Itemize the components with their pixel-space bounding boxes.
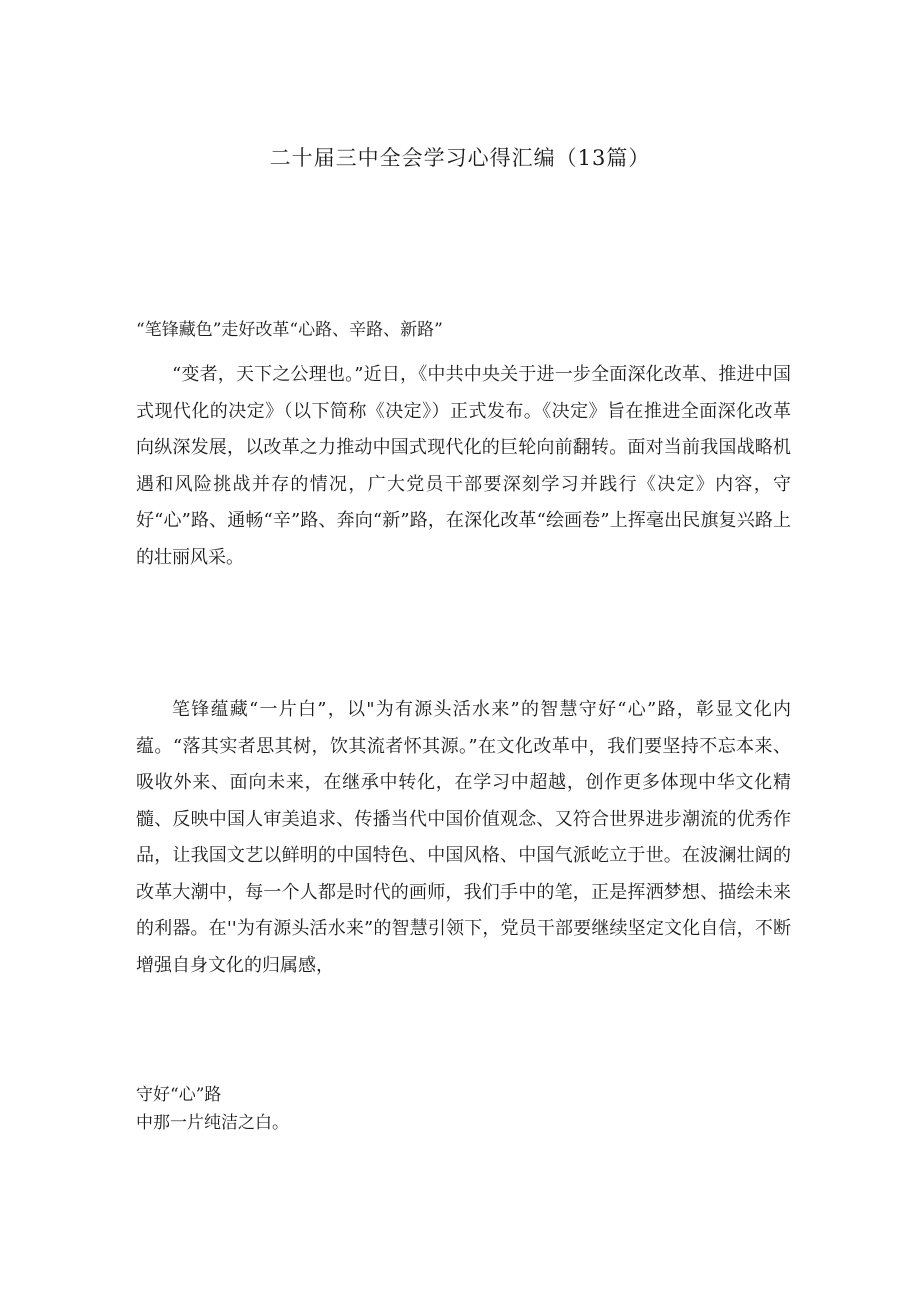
text-line: 中那一片纯洁之白。 [136, 1113, 289, 1133]
section-heading: “笔锋藏色”走好改革“心路、辛路、新路” [136, 320, 443, 340]
text-line: 守好“心”路 [136, 1085, 222, 1105]
document-title: 二十届三中全会学习心得汇编（13篇） [269, 146, 651, 170]
body-paragraph: “变者，天下之公理也。”近日，《中共中央关于进一步全面深化改革、推进中国式现代化的决定》（以下简称《决定》）正式发布。《决定》旨在推进全面深化改革向纵深发展，以改革之力推动中国式现代化的巨轮向前翻转。面对当前我国战略机遇和风险挑战并存的情况，广大党员干部要深刻学习并践行《决定》内容，守好“心”路、通畅“辛”路、奔向“新”路，在深化改革“绘画卷”上挥毫出民旗复兴路上的壮丽风采。 [136, 364, 791, 568]
body-paragraph: 笔锋蕴藏“一片白”，以"为有源头活水来”的智慧守好“心”路，彰显文化内蕴。“落其实者思其树，饮其流者怀其源。”在文化改革中，我们要坚持不忘本来、吸收外来、面向未来，在继承中转化，在学习中超越，创作更多体现中华文化精髓、反映中国人审美追求、传播当代中国价值观念、又符合世界进步潮流的优秀作品，让我国文艺以鲜明的中国特色、中国风格、中国气派屹立于世。在波澜壮阔的改革大潮中，每一个人都是时代的画师，我们手中的笔，正是挥洒梦想、描绘未来的利器。在''为有源头活水来”的智慧引领下，党员干部要继续坚定文化自信，不断增强自身文化的归属感， [136, 699, 791, 976]
